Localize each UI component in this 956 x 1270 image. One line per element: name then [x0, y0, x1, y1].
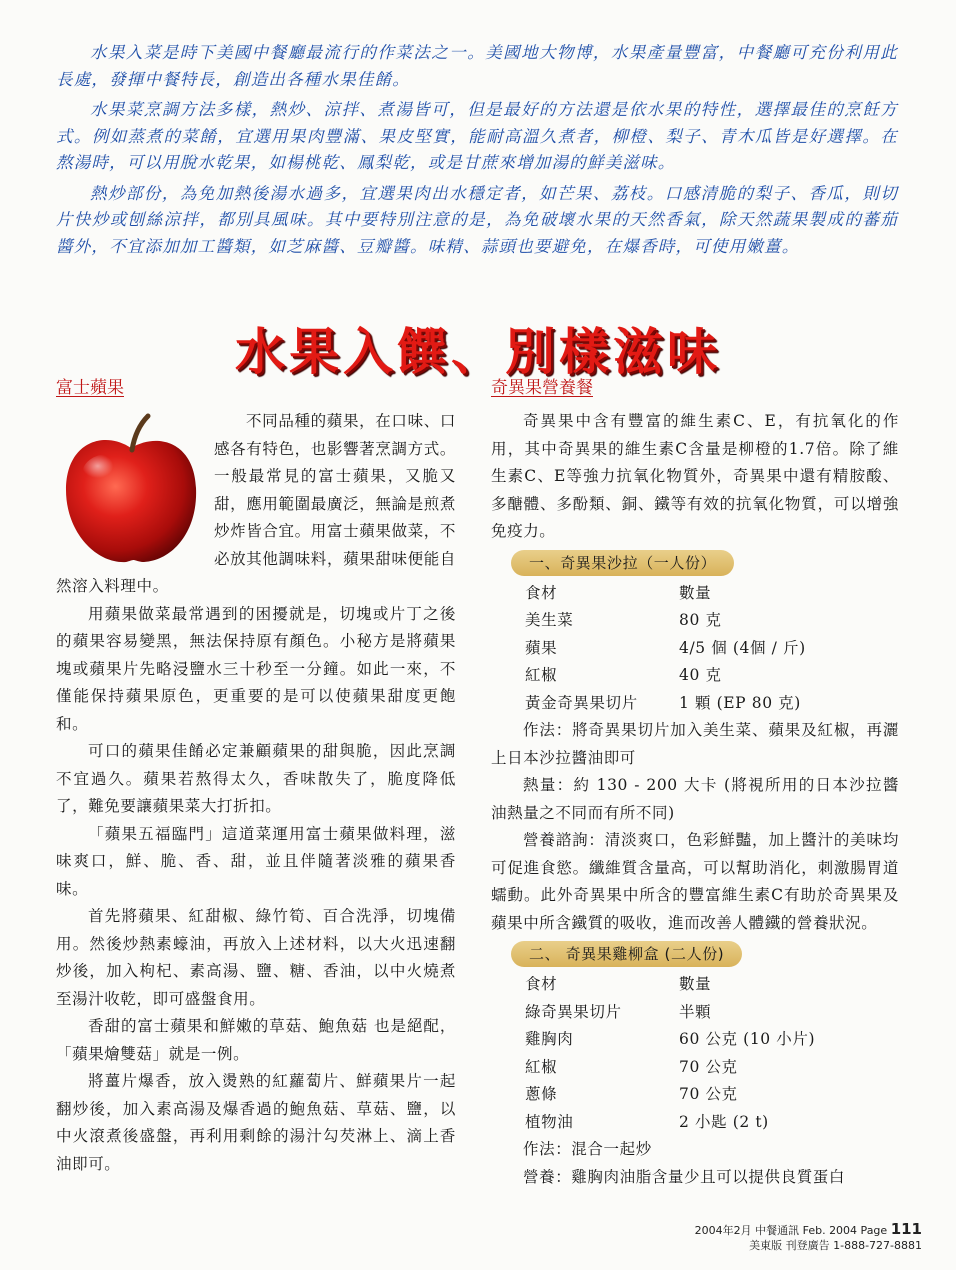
ingredient-header: 食材	[525, 975, 558, 993]
ingredient: 美生菜	[525, 611, 574, 629]
ingredient: 紅椒	[525, 1057, 558, 1076]
recipe-title-salad: 一、奇異果沙拉（一人份）	[511, 550, 734, 576]
section-title-fuji: 富士蘋果	[56, 378, 124, 398]
quantity: 半顆	[679, 1002, 712, 1021]
footer-line-2: 美東版 刊登廣告 1-888-727-8881	[749, 1239, 922, 1252]
recipe-note: 作法：混合一起炒	[523, 1140, 652, 1158]
recipe-note: 營養：雞胸肉油脂含量少且可以提供良質蛋白	[523, 1167, 846, 1186]
fuji-apple-column	[56, 374, 456, 1178]
quantity: 80 克	[679, 611, 722, 629]
page-number: 111	[890, 1220, 922, 1238]
ingredient: 蔥條	[525, 1085, 558, 1103]
ingredient: 植物油	[525, 1112, 574, 1131]
table-row	[525, 662, 899, 690]
table-row	[525, 1109, 899, 1137]
quantity: 1 顆 (EP 80 克)	[679, 693, 801, 712]
quantity: 70 公克	[679, 1085, 738, 1103]
quantity-header: 數量	[679, 975, 712, 993]
ingredient-header: 食材	[525, 583, 558, 602]
fuji-paragraph: 香甜的富士蘋果和鮮嫩的草菇、鮑魚菇 也是絕配，「蘋果燴雙菇」就是一例。	[56, 1017, 456, 1063]
table-row	[525, 1081, 899, 1109]
recipe-note: 作法：將奇異果切片加入美生菜、蘋果及紅椒，再灑上日本沙拉醬油即可	[491, 721, 899, 767]
recipe-note: 營養諮詢：清淡爽口，色彩鮮豔，加上醬汁的美味均可促進食慾。纖維質含量高，可以幫助消化，刺激腸胃道蠕動。此外奇異果中所含的豐富維生素C有助於奇異果及蘋果中所含鐵質的吸收，進而改善人體鐵的營養狀況。	[491, 831, 899, 932]
ingredient: 綠奇異果切片	[525, 1002, 622, 1021]
kiwi-body	[491, 408, 899, 1191]
kiwi-column	[491, 374, 899, 1191]
fuji-paragraph: 將薑片爆香，放入燙熟的紅蘿蔔片、鮮蘋果片一起翻炒後，加入素高湯及爆香過的鮑魚菇、草菇、鹽，以中火滾煮後盛盤，再利用剩餘的湯汁勾芡淋上、滴上香油即可。	[56, 1072, 456, 1173]
intro-paragraph: 水果菜烹調方法多樣，熱炒、涼拌、煮湯皆可，但是最好的方法還是依水果的特性，選擇最佳的烹飪方式。例如蒸煮的菜餚，宜選用果肉豐滿、果皮堅實，能耐高溫久煮者，柳橙、梨子、青木瓜皆是好選擇。在熬湯時，可以用脫水乾果，如楊桃乾、鳳梨乾，或是甘蔗來增加湯的鮮美滋味。	[56, 100, 898, 172]
kiwi-intro: 奇異果中含有豐富的維生素C、E，有抗氧化的作用，其中奇異果的維生素C含量是柳橙的1.7倍。除了維生素C、E等強力抗氧化物質外，奇異果中還有精胺酸、多醣體、多酚類、銅、鐵等有效的抗氧化物質，可以增強免疫力。	[491, 412, 899, 540]
ingredient: 蘋果	[525, 638, 558, 657]
fuji-paragraph: 首先將蘋果、紅甜椒、綠竹筍、百合洗淨，切塊備用。然後炒熱素蠔油，再放入上述材料，以大火迅速翻炒後，加入枸杞、素高湯、鹽、糖、香油，以中火燒煮至湯汁收乾，即可盛盤食用。	[56, 907, 456, 1008]
table-header	[525, 971, 899, 999]
fuji-paragraph: 「蘋果五福臨門」這道菜運用富士蘋果做料理，滋味爽口，鮮、脆、香、甜，並且伴隨著淡雅的蘋果香味。	[56, 824, 456, 898]
fuji-body	[56, 408, 456, 1178]
ingredient: 黃金奇異果切片	[525, 693, 638, 712]
recipe-title-chicken: 二、 奇異果雞柳盒 (二人份)	[511, 941, 742, 967]
fuji-paragraph: 用蘋果做菜最常遇到的困擾就是，切塊或片丁之後的蘋果容易變黑，無法保持原有顏色。小秘方是將蘋果塊或蘋果片先略浸鹽水三十秒至一分鐘。如此一來，不僅能保持蘋果原色，更重要的是可以使蘋果甜度更飽和。	[56, 604, 456, 733]
intro-paragraph: 水果入菜是時下美國中餐廳最流行的作菜法之一。美國地大物博，水果產量豐富，中餐廳可充份利用此長處，發揮中餐特長，創造出各種水果佳餚。	[56, 43, 898, 89]
quantity: 40 克	[679, 666, 722, 684]
table-row	[525, 607, 899, 635]
page-footer	[695, 1222, 922, 1253]
quantity: 2 小匙 (2 t)	[679, 1112, 769, 1131]
quantity-header: 數量	[679, 583, 712, 602]
table-row	[525, 1026, 899, 1054]
quantity: 60 公克 (10 小片)	[679, 1030, 816, 1048]
intro-text	[56, 40, 898, 264]
footer-date: 2004年2月 中餐通訊 Feb. 2004 Page	[694, 1224, 888, 1237]
headline: 水果入饌、別樣滋味	[235, 323, 721, 381]
fuji-paragraph: 可口的蘋果佳餚必定兼顧蘋果的甜與脆，因此烹調不宜過久。蘋果若熬得太久，香味散失了，脆度降低了，難免要讓蘋果菜大打折扣。	[56, 742, 456, 815]
recipe-note: 熱量：約 130 - 200 大卡 (將視所用的日本沙拉醬油熱量之不同而有所不同)	[491, 776, 899, 822]
table-row	[525, 635, 899, 663]
section-title-kiwi: 奇異果營養餐	[491, 378, 593, 398]
fuji-paragraph: 不同品種的蘋果，在口味、口感各有特色，也影響著烹調方式。一般最常見的富士蘋果，又脆又甜，應用範圍最廣泛，無論是煎煮炒炸皆合宜。用富士蘋果做菜，不必放其他調味料，蘋果甜味便能自然溶入料理中。	[56, 412, 456, 595]
quantity: 4/5 個 (4個 / 斤)	[679, 638, 806, 657]
table-header	[525, 580, 899, 608]
recipe-table-salad	[525, 580, 899, 718]
ingredient: 紅椒	[525, 666, 558, 684]
table-row	[525, 690, 899, 718]
recipe-table-chicken	[525, 971, 899, 1136]
intro-paragraph: 熱炒部份，為免加熱後湯水過多，宜選果肉出水穩定者，如芒果、荔枝。口感清脆的梨子、香瓜，則切片快炒或刨絲涼拌，都別具風味。其中要特別注意的是，為免破壞水果的天然香氣，除天然蔬果製成的蕃茄醬外，不宜添加加工醬類，如芝麻醬、豆瓣醬。味精、蒜頭也要避免，在爆香時，可使用嫩薑。	[56, 183, 898, 256]
table-row	[525, 1054, 899, 1082]
apple-image	[56, 408, 206, 570]
quantity: 70 公克	[679, 1057, 738, 1076]
footer-line-1	[695, 1222, 922, 1238]
table-row	[525, 999, 899, 1027]
ingredient: 雞胸肉	[525, 1030, 574, 1048]
